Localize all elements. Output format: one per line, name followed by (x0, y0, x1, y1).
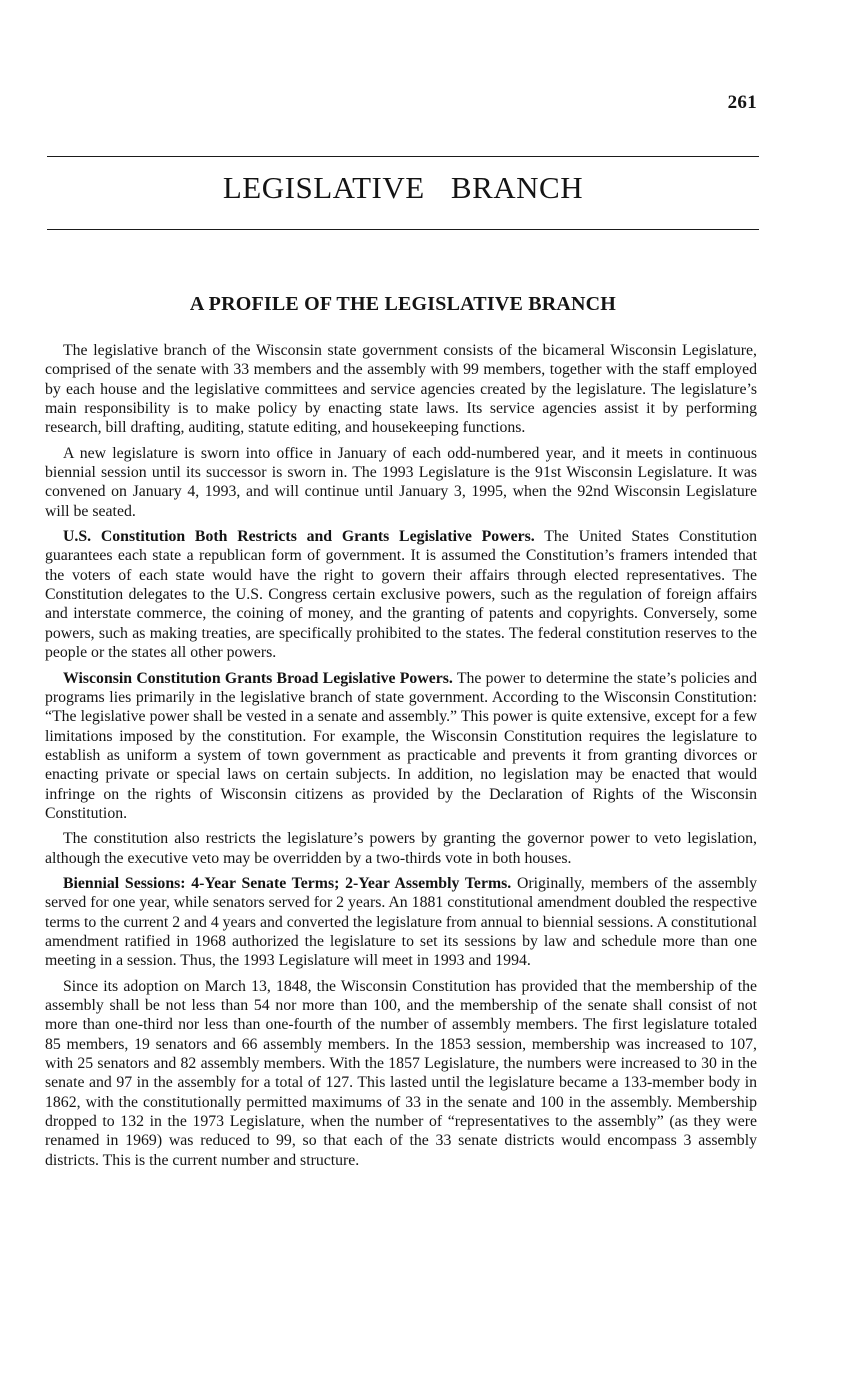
paragraph-text: The constitution also restricts the legislature’s powers by granting the governor power to veto legislation, although the executive veto may be overridden by a two-thirds vote in both houses. (45, 830, 757, 867)
title-rule-bottom (47, 229, 759, 230)
paragraph-heading: Biennial Sessions: 4-Year Senate Terms; 2-Year Assembly Terms. (63, 874, 512, 892)
page-number: 261 (727, 92, 757, 113)
paragraph-text: The United States Constitution guarantees each state a republican form of government. It is assumed the Constitution’s framers intended that the voters of each state would have the right to govern their affairs through elected representatives. The Constitution delegates to the U.S. Congress certain exclusive powers, such as the regulation of foreign affairs and interstate commerce, the coining of money, and the granting of patents and copyrights. Conversely, some powers, such as making treaties, are specifically prohibited to the states. The federal constitution reserves to the people or the states all other powers. (45, 528, 757, 662)
paragraph-text: Since its adoption on March 13, 1848, the Wisconsin Constitution has provided that the membership of the assembly shall be not less than 54 nor more than 100, and the membership of the senate shall consist of not more than one-third nor less than one-fourth of the number of assembly members. The first legislature totaled 85 members, 19 senators and 66 assembly members. In the 1853 session, membership was increased to 107, with 25 senators and 82 assembly members. With the 1857 Legislature, the numbers were increased to 30 in the senate and 97 in the assembly for a total of 127. This lasted until the legislature became a 133-member body in 1862, with the constitutionally permitted maximums of 33 in the senate and 100 in the assembly. Membership dropped to 132 in the 1973 Legislature, when the number of “representatives to the assembly” (as they were renamed in 1969) was reduced to 99, so that each of the 33 senate districts would encompass 3 assembly districts. This is the current number and structure. (45, 977, 757, 1169)
paragraph-new-legislature (45, 444, 757, 521)
paragraph-overview (45, 341, 757, 438)
paragraph-us-constitution (45, 527, 757, 662)
paragraph-text: The legislative branch of the Wisconsin state government consists of the bicameral Wisconsin Legislature, comprised of the senate with 33 members and the assembly with 99 members, together with the staff employed by each house and the legislative committees and service agencies created by the legislature. The legislature’s main responsibility is to make policy by enacting state laws. Its service agencies assist it by performing research, bill drafting, auditing, statute editing, and housekeeping functions. (45, 342, 757, 437)
paragraph-heading: U.S. Constitution Both Restricts and Grants Legislative Powers. (63, 528, 535, 546)
paragraph-wisconsin-constitution (45, 669, 757, 824)
paragraph-text: A new legislature is sworn into office in January of each odd-numbered year, and it meets in continuous biennial session until its successor is sworn in. The 1993 Legislature is the 91st Wisconsin Legislature. It was convened on January 4, 1993, and will continue until January 3, 1995, when the 92nd Wisconsin Legislature will be seated. (45, 444, 757, 520)
section-title: LEGISLATIVE BRANCH (222, 170, 584, 205)
article-body (45, 341, 757, 1176)
paragraph-biennial-sessions (45, 874, 757, 971)
article-title: A PROFILE OF THE LEGISLATIVE BRANCH (189, 293, 617, 315)
paragraph-text: The power to determine the state’s policies and programs lies primarily in the legislative branch of state government. According to the Wisconsin Constitution: “The legislative power shall be vested in a senate and assembly.” This power is quite extensive, except for a few limitations imposed by the constitution. For example, the Wisconsin Constitution requires the legislature to establish as uniform a system of town government as practicable and prevents it from granting divorces or enacting private or special laws on certain subjects. In addition, no legislation may be enacted that would infringe on the rights of Wisconsin citizens as provided by the Declaration of Rights of the Wisconsin Constitution. (45, 669, 757, 822)
paragraph-heading: Wisconsin Constitution Grants Broad Legislative Powers. (63, 669, 453, 687)
title-rule-top (47, 156, 759, 157)
paragraph-membership-history (45, 977, 757, 1170)
paragraph-text: Originally, members of the assembly served for one year, while senators served for 2 years. An 1881 constitutional amendment doubled the respective terms to the current 2 and 4 years and converted the legislature from annual to biennial sessions. A constitutional amendment ratified in 1968 authorized the legislature to set its sessions by law and schedule more than one meeting in a session. Thus, the 1993 Legislature will meet in 1993 and 1994. (45, 874, 757, 970)
paragraph-veto (45, 829, 757, 868)
